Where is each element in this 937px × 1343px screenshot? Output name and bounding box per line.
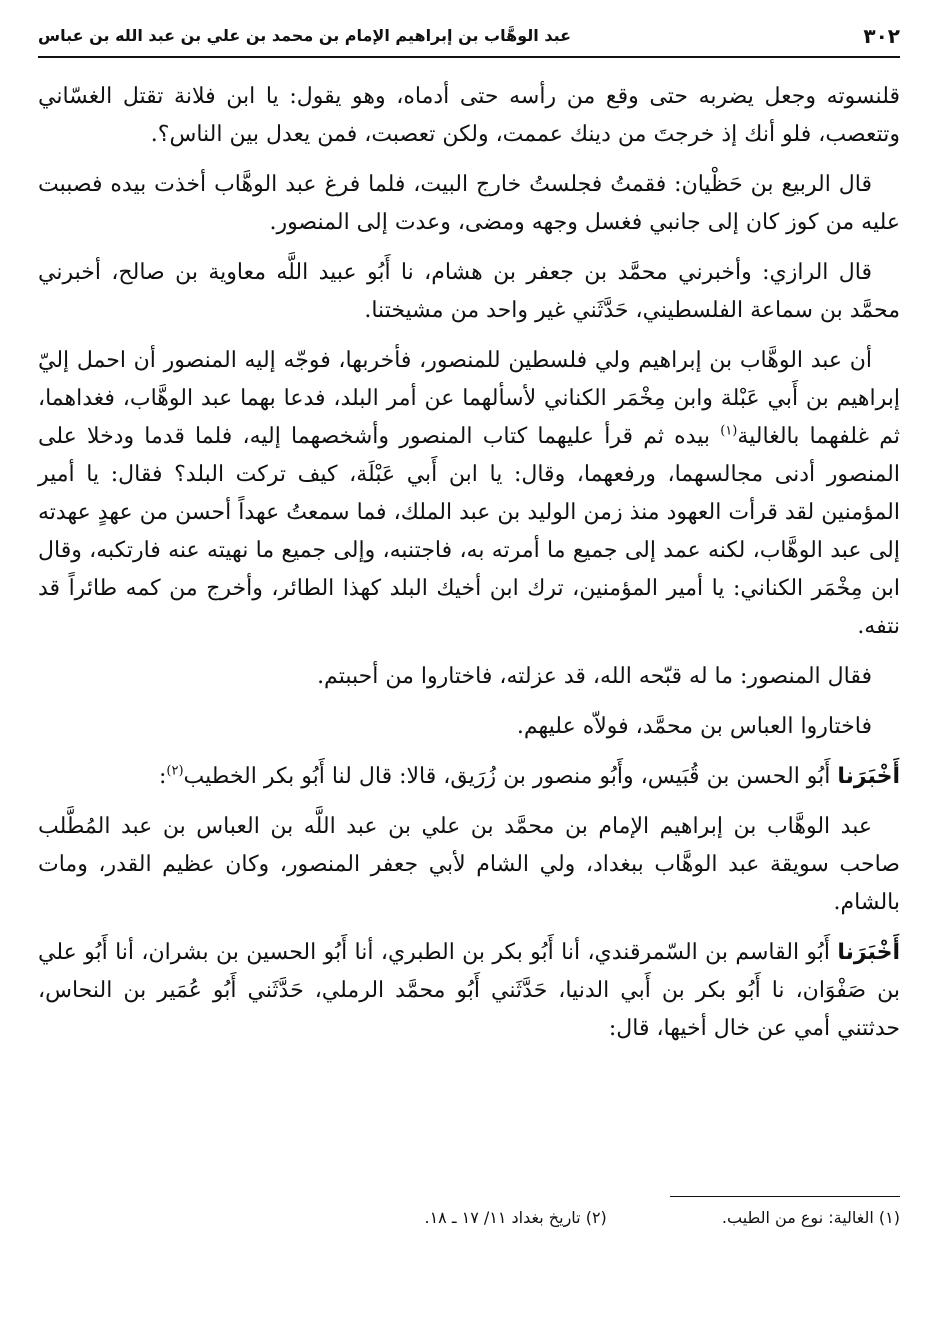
footnotes [38, 1208, 900, 1227]
paragraph-4-part-a: أن عبد الوهَّاب بن إبراهيم ولي فلسطين للمنصور، فأخربها، فوجّه إليه المنصور أن احمل إليّ إبراهيم بن أَبي عَبْلة وابن مِخْمَر الكناني لأسألهما عن أمر البلد، فدعا بهما عبد الوهَّاب، فغداهما، ثم غلفهما بالغالية [38, 348, 900, 449]
book-page [38, 18, 900, 1318]
main-text [38, 78, 900, 1048]
footnote-1: (١) الغالية: نوع من الطيب. [721, 1208, 900, 1227]
paragraph-7-part-b: : [158, 764, 167, 789]
paragraph-4-part-b: بيده ثم قرأ عليهما كتاب المنصور وأشخصهما إليه، فلما قدما ودخلا على المنصور أدنى مجالسهما، ورفعهما، وقال: يا ابن أَبي عَبْلَة، كيف تركت البلد؟ فقال: يا أمير المؤمنين لقد قرأت العهود منذ زمن الوليد بن عبد الملك، فما سمعتُ عهداً أحسن من عهدٍ عهدته إلى عبد الوهَّاب، لكنه عمد إلى جميع ما أمرته به، فاجتنبه، وإلى جميع ما نهيته عنه فارتكبه، وقال ابن مِخْمَر الكناني: يا أمير المؤمنين، ترك ابن أخيك البلد كهذا الطائر، وأخرج من كمه طائراً قد نتفه. [38, 424, 900, 639]
running-title: عبد الوهَّاب بن إبراهيم الإمام بن محمد بن علي بن عبد الله بن عباس [38, 26, 572, 45]
paragraph-6: فاختاروا العباس بن محمَّد، فولاّه عليهم. [516, 714, 872, 739]
paragraph-9-part-a: أَبُو القاسم بن السّمرقندي، أنا أَبُو بكر بن الطبري، أنا أَبُو الحسين بن بشران، أنا أَبُو علي بن صَفْوَان، نا أَبُو بكر بن أَبي الدنيا، حَدَّثَني أَبُو محمَّد الرملي، حَدَّثَني أَبُو عُمَير بن النحاس، حدثتني أمي عن خال أخيها، قال: [38, 940, 900, 1041]
paragraph-3: قال الرازي: وأخبرني محمَّد بن جعفر بن هشام، نا أَبُو عبيد اللَّه معاوية بن صالح، أخبرني محمَّد بن سماعة الفلسطيني، حَدَّثَني غير واحد من مشيختنا. [38, 260, 900, 323]
paragraph-1: قلنسوته وجعل يضربه حتى وقع من رأسه حتى أدماه، وهو يقول: يا ابن فلانة تقتل الغسّاني وتتعصب، فلو أنك إذ خرجتَ من دينك عممت، ولكن تعصبت، فمن يعدل بين الناس؟. [38, 84, 900, 147]
paragraph-9 [38, 934, 900, 1048]
footnote-divider [670, 1196, 900, 1197]
paragraph-7-part-a: أَبُو الحسن بن قُبَيس، وأَبُو منصور بن زُرَيق، قالا: قال لنا أَبُو بكر الخطيب [183, 764, 838, 789]
paragraph-5: فقال المنصور: ما له قبّحه الله، قد عزلته، فاختاروا من أحببتم. [317, 664, 872, 689]
footnote-2: (٢) تاريخ بغداد ١١/ ١٧ ـ ١٨. [424, 1208, 607, 1227]
footnote-ref-1: (١) [720, 423, 738, 439]
paragraph-8: عبد الوهَّاب بن إبراهيم الإمام بن محمَّد بن علي بن عبد اللَّه بن العباس بن عبد المُطَّلب صاحب سويقة عبد الوهَّاب ببغداد، ولي الشام لأبي جعفر المنصور، وكان عظيم القدر، ومات بالشام. [38, 814, 900, 915]
page-number: ٣٠٢ [863, 24, 900, 48]
akhbarana-lead-2: أَخْبَرَنا [837, 940, 900, 965]
akhbarana-lead: أَخْبَرَنا [837, 764, 900, 789]
footnote-ref-2: (٢) [166, 763, 184, 779]
paragraph-7 [38, 758, 900, 796]
paragraph-4 [38, 342, 900, 646]
running-header [38, 18, 900, 58]
paragraph-2: قال الربيع بن حَظْيان: فقمتُ فجلستُ خارج البيت، فلما فرغ عبد الوهَّاب أخذت بيده فصببت عليه من كوز كان إلى جانبي فغسل وجهه ومضى، وعدت إلى المنصور. [38, 172, 900, 235]
